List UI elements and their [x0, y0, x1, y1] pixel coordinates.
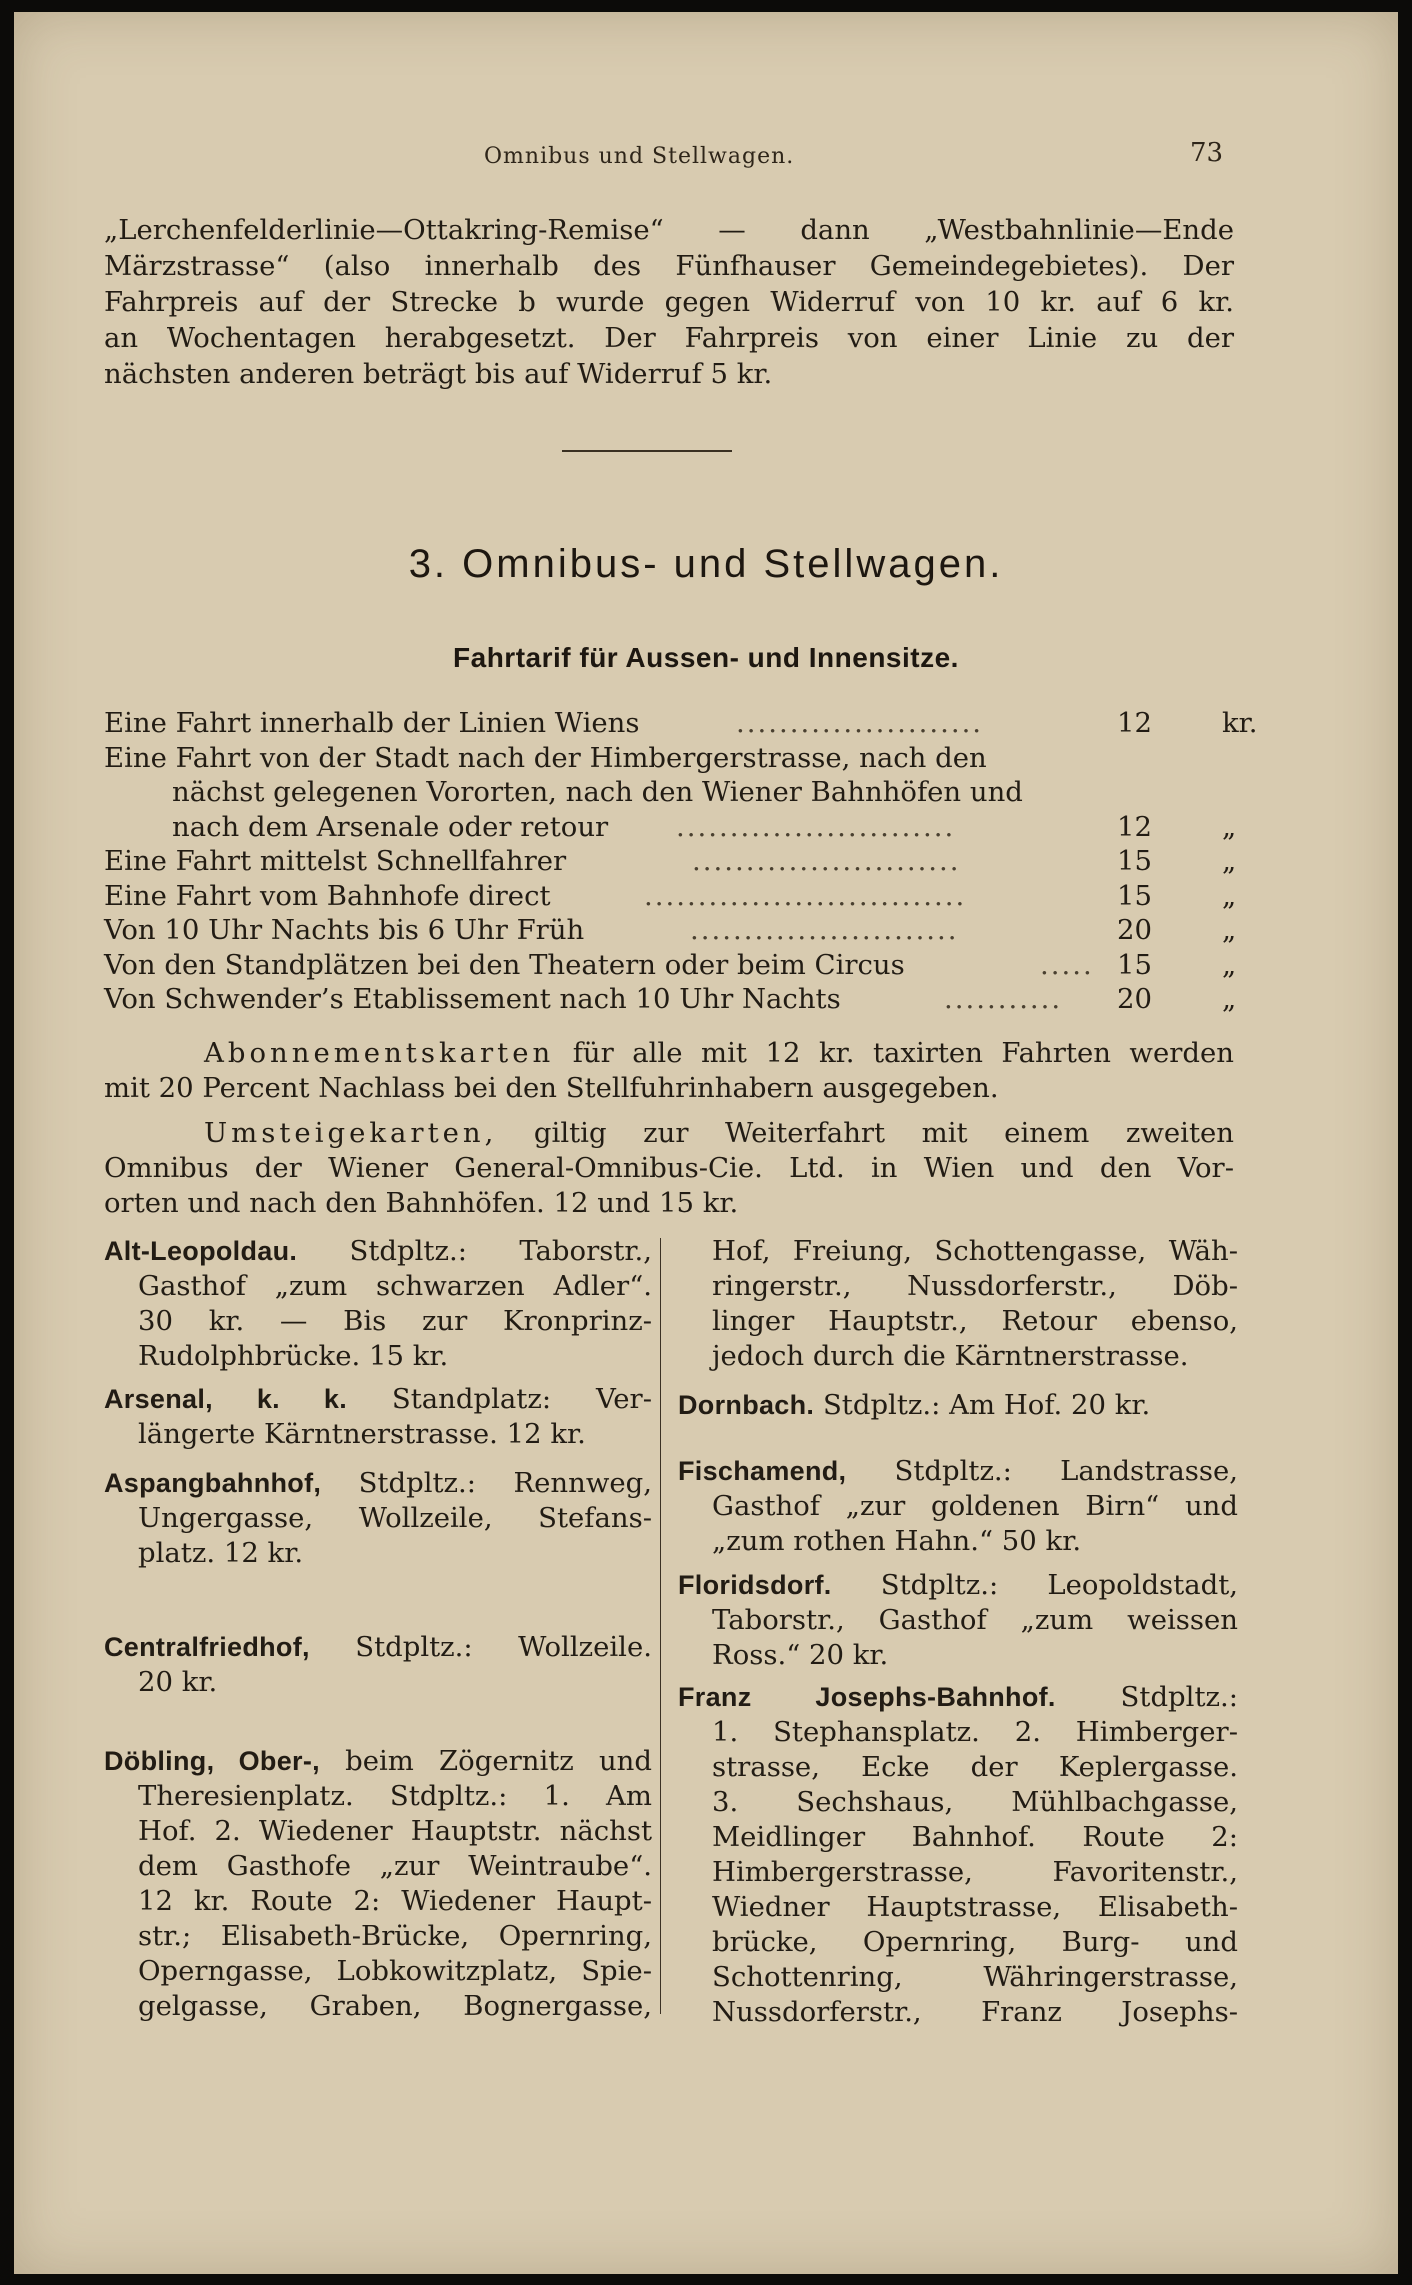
directory-entry: [104, 1382, 652, 1452]
entry-name: Fischamend,: [678, 1456, 847, 1486]
directory-entry: [678, 1568, 1238, 1673]
entry-line: Ungergasse, Wollzeile, Stefans-: [138, 1502, 652, 1534]
entry-text: Stdpltz.: Taborstr.,: [297, 1235, 652, 1267]
entry-first-line: [678, 1568, 1238, 1603]
entry-line: 30 kr. — Bis zur Kronprinz-: [138, 1305, 652, 1337]
entry-line: strasse, Ecke der Keplergasse.: [712, 1751, 1238, 1783]
umsteige-line: orten und nach den Bahnhöfen. 12 und 15 kr.: [104, 1187, 739, 1219]
fare-description: Von den Standplätzen bei den Theatern oder beim Circus: [104, 948, 905, 981]
entry-text: Stdpltz.: Am Hof. 20 kr.: [814, 1389, 1151, 1421]
directory-entry: [678, 1454, 1238, 1559]
entry-name: Floridsdorf.: [678, 1570, 832, 1600]
column-divider: [660, 1238, 661, 2014]
section-title: 3. Omnibus- und Stellwagen.: [408, 542, 1004, 586]
umsteige-paragraph: [104, 1116, 1234, 1221]
umsteige-line: [104, 1116, 1234, 1151]
fare-price: 12: [1117, 810, 1152, 843]
fare-row: [104, 913, 1244, 948]
directory-entry: [104, 1466, 652, 1571]
entry-line: Himbergerstrasse, Favoritenstr.,: [712, 1856, 1238, 1888]
fare-row: [104, 948, 1244, 983]
entry-line: Schottenring, Währingerstrasse,: [712, 1961, 1238, 1993]
entry-first-line: [104, 1630, 652, 1665]
directory-entry: [678, 1388, 1238, 1423]
entry-line: Theresienplatz. Stdpltz.: 1. Am: [138, 1780, 652, 1812]
intro-line: an Wochentagen herabgesetzt. Der Fahrpreis von einer Linie zu der: [104, 322, 1234, 354]
intro-line: Fahrpreis auf der Strecke b wurde gegen Widerruf von 10 kr. auf 6 kr.: [104, 286, 1234, 318]
entry-first-line: [104, 1466, 652, 1501]
fare-description: Von 10 Uhr Nachts bis 6 Uhr Früh: [104, 914, 585, 946]
leader-dots: .........................: [690, 914, 959, 946]
book-page: [14, 12, 1398, 2274]
entry-line: 3. Sechshaus, Mühlbachgasse,: [712, 1786, 1238, 1818]
fare-description: Eine Fahrt von der Stadt nach der Himbergerstrasse, nach den: [104, 741, 987, 774]
entry-text: beim Zögernitz und: [319, 1745, 652, 1777]
entry-first-line: [104, 1744, 652, 1779]
fare-row: [104, 844, 1244, 879]
entry-first-line: [678, 1680, 1238, 1715]
section-divider: [562, 450, 732, 452]
fare-price: 20: [1117, 914, 1152, 946]
intro-paragraph: [104, 212, 1234, 392]
entry-line: str.; Elisabeth-Brücke, Opernring,: [138, 1920, 652, 1952]
fare-unit: „: [1222, 914, 1237, 946]
directory-entry: [104, 1744, 652, 2024]
continued-entry: [678, 1234, 1238, 1374]
fare-price: 15: [1117, 845, 1152, 877]
intro-line: nächsten anderen beträgt bis auf Widerruf 5 kr.: [104, 358, 773, 390]
umsteige-keyword: Umsteigekarten,: [204, 1117, 498, 1149]
entry-text: Stdpltz.: Wollzeile.: [309, 1631, 652, 1663]
entry-line: 20 kr.: [138, 1666, 218, 1698]
entry-name: Franz Josephs-Bahnhof.: [678, 1682, 1056, 1712]
entry-name: Döbling, Ober-,: [104, 1746, 320, 1776]
entry-line: linger Hauptstr., Retour ebenso,: [712, 1305, 1238, 1337]
entry-line: ringerstr., Nussdorferstr., Döb-: [712, 1270, 1238, 1302]
fare-table-title: Fahrtarif für Aussen- und Innensitze.: [453, 642, 959, 673]
entry-name: Arsenal, k. k.: [104, 1384, 348, 1414]
fare-row: [104, 982, 1244, 1017]
leader-dots: .........................: [692, 845, 961, 877]
abonnement-line: mit 20 Percent Nachlass bei den Stellfuhrinhabern ausgegeben.: [104, 1072, 999, 1104]
entry-line: „zum rothen Hahn.“ 50 kr.: [712, 1525, 1082, 1557]
entry-name: Dornbach.: [678, 1390, 815, 1420]
entry-line: dem Gasthofe „zur Weintraube“.: [138, 1850, 652, 1882]
running-title: Omnibus und Stellwagen.: [484, 144, 795, 169]
abonnement-keyword: Abonnementskarten: [204, 1037, 555, 1069]
fare-description: nach dem Arsenale oder retour: [172, 810, 609, 843]
entry-line: Meidlinger Bahnhof. Route 2:: [712, 1821, 1238, 1853]
entry-line: Wiedner Hauptstrasse, Elisabeth-: [712, 1891, 1238, 1923]
fare-row: [104, 879, 1244, 914]
entry-line: platz. 12 kr.: [138, 1537, 304, 1569]
intro-line: Märzstrasse“ (also innerhalb des Fünfhauser Gemeindegebietes). Der: [104, 250, 1234, 282]
entry-line: Operngasse, Lobkowitzplatz, Spie-: [138, 1955, 652, 1987]
directory-entry: [678, 1680, 1238, 2030]
entry-line: Hof. 2. Wiedener Hauptstr. nächst: [138, 1815, 652, 1847]
entry-line: 1. Stephansplatz. 2. Himberger-: [712, 1716, 1238, 1748]
fare-unit: „: [1222, 983, 1237, 1015]
entry-name: Centralfriedhof,: [104, 1632, 310, 1662]
fare-price: 12: [1117, 707, 1152, 739]
entry-name: Aspangbahnhof,: [104, 1468, 322, 1498]
directory-entry: [104, 1630, 652, 1700]
entry-line: Hof, Freiung, Schottengasse, Wäh-: [712, 1235, 1238, 1267]
umsteige-text: giltig zur Weiterfahrt mit einem zweiten: [497, 1117, 1234, 1149]
leader-dots: .......................: [736, 707, 984, 739]
entry-first-line: [104, 1382, 652, 1417]
entry-first-line: [678, 1388, 1238, 1423]
page-header: [14, 130, 1398, 170]
entry-line: Nussdorferstr., Franz Josephs-: [712, 1996, 1238, 2028]
entry-line: gelgasse, Graben, Bognergasse,: [138, 1990, 652, 2022]
fare-price: 20: [1117, 983, 1152, 1015]
leader-dots: .....: [1040, 948, 1094, 981]
intro-line: „Lerchenfelderlinie—Ottakring-Remise“ — dann „Westbahnlinie—Ende: [104, 214, 1234, 246]
entry-line: brücke, Opernring, Burg- und: [712, 1926, 1238, 1958]
entry-name: Alt-Leopoldau.: [104, 1236, 298, 1266]
directory-entry: [104, 1234, 652, 1374]
fare-description: Eine Fahrt vom Bahnhofe direct: [104, 879, 551, 912]
entry-line: längerte Kärntnerstrasse. 12 kr.: [138, 1418, 586, 1450]
entry-first-line: [104, 1234, 652, 1269]
abonnement-paragraph: [104, 1036, 1234, 1106]
fare-unit: „: [1222, 948, 1237, 981]
entry-line: Gasthof „zum schwarzen Adler“.: [138, 1270, 652, 1302]
fare-unit: kr.: [1222, 707, 1258, 739]
entry-line: Ross.“ 20 kr.: [712, 1639, 889, 1671]
fare-row: [104, 706, 1258, 741]
entry-text: Stdpltz.: Landstrasse,: [846, 1455, 1238, 1487]
fare-price: 15: [1117, 879, 1152, 912]
entry-text: Standplatz: Ver-: [347, 1383, 652, 1415]
fare-description: Eine Fahrt mittelst Schnellfahrer: [104, 845, 567, 877]
entry-text: Stdpltz.: Leopoldstadt,: [831, 1569, 1238, 1601]
leader-dots: ..............................: [644, 879, 967, 912]
fare-unit: „: [1222, 810, 1237, 843]
umsteige-line: Omnibus der Wiener General-Omnibus-Cie. Ltd. in Wien und den Vor-: [104, 1152, 1234, 1184]
entry-line: Taborstr., Gasthof „zum weissen: [712, 1604, 1238, 1636]
abonnement-line: [104, 1036, 1234, 1071]
fare-description: Von Schwender’s Etablissement nach 10 Uhr Nachts: [104, 983, 841, 1015]
abonnement-text: für alle mit 12 kr. taxirten Fahrten werden: [554, 1037, 1234, 1069]
fare-description: nächst gelegenen Vororten, nach den Wiener Bahnhöfen und: [172, 776, 1023, 808]
fare-row: [104, 810, 1244, 845]
leader-dots: ..........................: [676, 810, 956, 843]
entry-line: 12 kr. Route 2: Wiedener Haupt-: [138, 1885, 652, 1917]
leader-dots: ...........: [944, 983, 1063, 1015]
fare-row: [104, 741, 1244, 776]
entry-line: jedoch durch die Kärntnerstrasse.: [712, 1340, 1189, 1372]
entry-first-line: [678, 1454, 1238, 1489]
entry-text: Stdpltz.:: [1055, 1681, 1238, 1713]
entry-line: Gasthof „zur goldenen Birn“ und: [712, 1490, 1238, 1522]
fare-unit: „: [1222, 879, 1237, 912]
fare-description: Eine Fahrt innerhalb der Linien Wiens: [104, 707, 640, 739]
fare-table: [104, 706, 1258, 1017]
fare-unit: „: [1222, 845, 1237, 877]
page-number: 73: [1190, 138, 1224, 168]
fare-price: 15: [1117, 948, 1152, 981]
entry-line: Rudolphbrücke. 15 kr.: [138, 1340, 449, 1372]
entry-text: Stdpltz.: Rennweg,: [321, 1467, 652, 1499]
fare-row: [104, 775, 1244, 810]
